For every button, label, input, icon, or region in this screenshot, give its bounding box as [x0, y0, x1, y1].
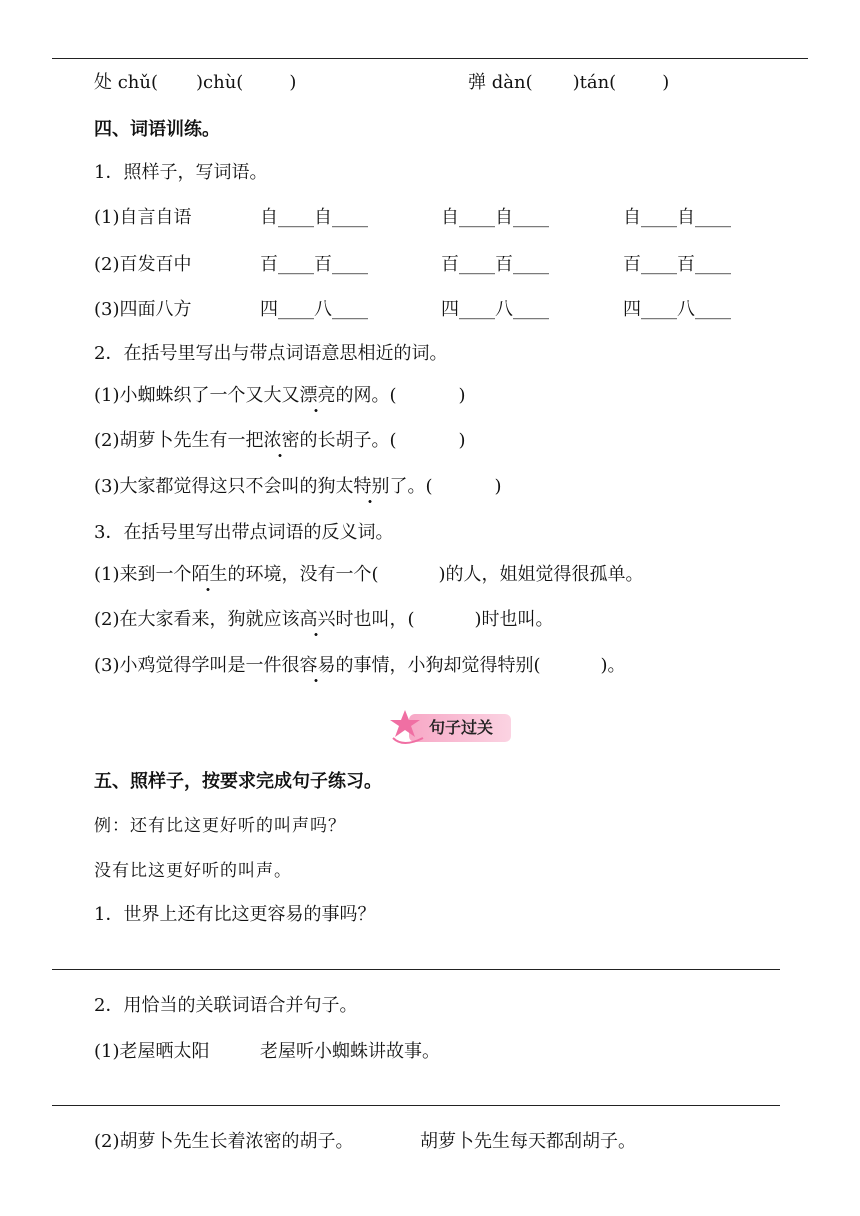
pinyin-chu: 处 chǔ( )chù( ) — [94, 72, 297, 93]
q3-item1: (1)来到一个陌生的环境，没有一个( )的人，姐姐觉得很孤单。 — [94, 564, 644, 585]
q1-row3-blank2[interactable]: 四____八____ — [441, 299, 549, 320]
q1-row2-example: (2)百发百中 — [94, 254, 192, 275]
section4-title: 四、词语训练。 — [94, 119, 220, 140]
dotted-word: 浓密 — [263, 430, 300, 451]
q5-1: 1．世界上还有比这更容易的事吗？ — [94, 904, 376, 925]
answer-line[interactable] — [52, 1105, 780, 1106]
answer-line[interactable] — [52, 969, 780, 970]
q1-row1-blank3[interactable]: 自____自____ — [623, 207, 731, 228]
q1-row1-blank2[interactable]: 自____自____ — [441, 207, 549, 228]
q5-2-2b: 胡萝卜先生每天都刮胡子。 — [420, 1131, 636, 1152]
badge-label: 句子过关 — [429, 718, 494, 737]
dotted-word: 容易 — [299, 655, 336, 676]
q1-row1-example: (1)自言自语 — [94, 207, 192, 228]
q5-2-1a: (1)老屋晒太阳 — [94, 1041, 210, 1062]
dotted-word: 高兴 — [299, 609, 336, 630]
dotted-word: 漂亮 — [299, 385, 336, 406]
q2-title: 2．在括号里写出与带点词语意思相近的词。 — [94, 343, 448, 364]
q3-item2: (2)在大家看来，狗就应该高兴时也叫，( )时也叫。 — [94, 609, 554, 630]
q5-2-2a: (2)胡萝卜先生长着浓密的胡子。 — [94, 1131, 354, 1152]
q2-item2: (2)胡萝卜先生有一把浓密的长胡子。( ) — [94, 430, 466, 451]
q3-title: 3．在括号里写出带点词语的反义词。 — [94, 522, 394, 543]
q1-row1-blank1[interactable]: 自____自____ — [260, 207, 368, 228]
pinyin-dan: 弹 dàn( )tán( ) — [468, 72, 670, 93]
q1-row2-blank1[interactable]: 百____百____ — [260, 254, 368, 275]
q2-item3: (3)大家都觉得这只不会叫的狗太特别了。( ) — [94, 476, 502, 497]
top-rule — [52, 58, 808, 59]
q1-row2-blank3[interactable]: 百____百____ — [623, 254, 731, 275]
q1-row3-example: (3)四面八方 — [94, 299, 192, 320]
q3-item3: (3)小鸡觉得学叫是一件很容易的事情，小狗却觉得特别( )。 — [94, 655, 626, 676]
star-icon — [389, 708, 433, 748]
section5-title: 五、照样子，按要求完成句子练习。 — [94, 771, 382, 792]
q5-2-title: 2．用恰当的关联词语合并句子。 — [94, 995, 358, 1016]
q5-2-1b: 老屋听小蜘蛛讲故事。 — [260, 1041, 440, 1062]
section-badge — [389, 708, 512, 744]
dotted-word: 陌生 — [191, 564, 228, 585]
q1-row3-blank3[interactable]: 四____八____ — [623, 299, 731, 320]
example-answer: 没有比这更好听的叫声。 — [94, 861, 292, 881]
q1-row2-blank2[interactable]: 百____百____ — [441, 254, 549, 275]
q2-item1: (1)小蜘蛛织了一个又大又漂亮的网。( ) — [94, 385, 466, 406]
example-question: 例：还有比这更好听的叫声吗？ — [94, 816, 346, 836]
q1-title: 1．照样子，写词语。 — [94, 162, 268, 183]
q1-row3-blank1[interactable]: 四____八____ — [260, 299, 368, 320]
dotted-word: 特别 — [353, 476, 390, 497]
